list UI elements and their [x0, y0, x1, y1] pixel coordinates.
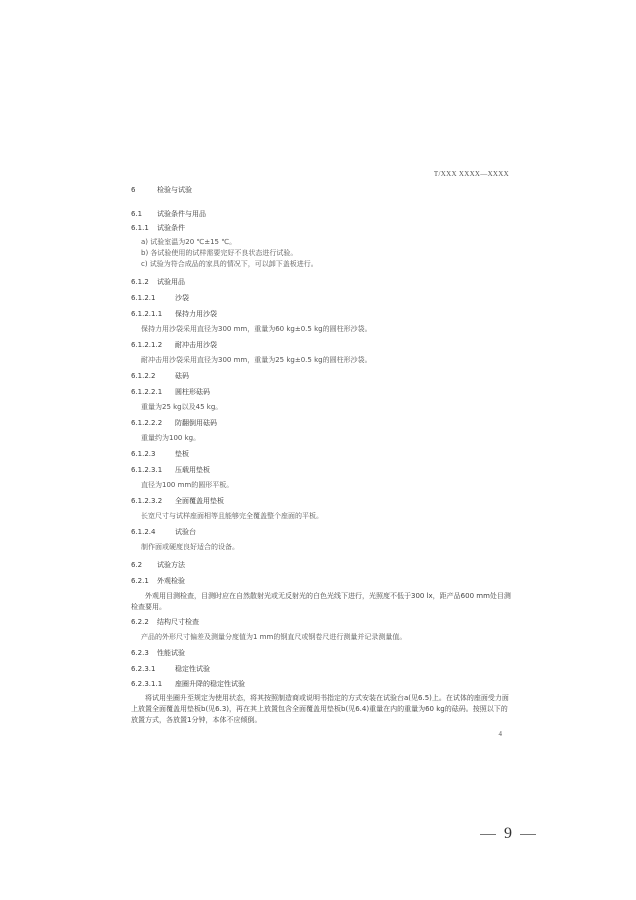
clause-title: 试验用品 [157, 278, 185, 286]
clause-heading [131, 649, 185, 658]
clause-number: 6.2.3.1.1 [131, 680, 163, 688]
clause-text: 制作面或硬度良好适合的设备。 [141, 543, 239, 551]
clause-heading [131, 310, 217, 319]
folio-dash-left [480, 834, 496, 835]
clause-number: 6.1.2.4 [131, 528, 156, 536]
clause-title: 性能试验 [157, 649, 185, 657]
paragraph-stability: 将试用坐圈升至规定为使用状态，将其按照制造商或说明书指定的方式安装在试验台a(见6.5)上。在试体的座面受力面上放置全面覆盖用垫板b(见6.3)，再在其上放置包含全面覆盖用垫板b(见6.4)重量在内的重量为60 kg的砝码。按照以下的放置方式，各放置1分钟，本体不应倾倒。 [131, 694, 509, 724]
clause-text: 产品的外形尺寸偏差及测量分度值为1 mm的钢直尺或钢卷尺进行测量并记录测量值。 [141, 633, 407, 641]
page-number-small: 4 [498, 730, 502, 738]
clause-heading [131, 294, 189, 303]
clause-heading [131, 186, 192, 195]
clause-heading [131, 680, 245, 689]
clause-number: 6.1.2.1.2 [131, 341, 163, 349]
clause-title: 外观检验 [157, 577, 185, 585]
clause-number: 6.1.2.2.2 [131, 419, 163, 427]
body-text-line [141, 325, 372, 334]
body-text-line [141, 633, 406, 642]
body-text-line [141, 403, 222, 412]
clause-heading [131, 224, 185, 233]
clause-number: 6.1.2.3.1 [131, 466, 163, 474]
clause-text: 耐冲击用沙袋采用直径为300 mm，重量为25 kg±0.5 kg的圆柱形沙袋。 [141, 356, 372, 364]
clause-text: 长宽尺寸与试样座面相等且能够完全覆盖整个座面的平板。 [141, 512, 323, 520]
folio-dash-right [520, 834, 536, 835]
clause-number: 6.1.2.2 [131, 372, 156, 380]
clause-title: 圆柱形砝码 [175, 388, 210, 396]
body-text-line [141, 512, 323, 521]
body-text-line [141, 238, 236, 247]
clause-number: 6.1.2.2.1 [131, 388, 163, 396]
body-text-line [141, 434, 200, 443]
clause-number: 6.1.2 [131, 278, 149, 286]
clause-heading [131, 341, 217, 350]
folio [480, 824, 560, 844]
paragraph-appearance: 外观用目测检查，目测时应在自然散射光或无反射光的白色光线下进行，光照度不低于300 lx，距产品600 mm处目测检查要用。 [131, 592, 511, 611]
clause-text: 重量为25 kg以及45 kg。 [141, 403, 223, 411]
body-text-line [141, 260, 318, 269]
clause-heading [131, 450, 189, 459]
clause-text: a) 试验室温为20 ℃±15 ℃。 [141, 238, 237, 246]
clause-text: c) 试验为符合成品的家具的情况下，可以卸下盖板进行。 [141, 260, 318, 268]
clause-number: 6.2.3 [131, 649, 149, 657]
clause-title: 垫板 [175, 450, 189, 458]
clause-title: 试验方法 [157, 561, 185, 569]
clause-title: 座圈升降的稳定性试验 [175, 680, 245, 688]
clause-title: 耐冲击用沙袋 [175, 341, 217, 349]
clause-title: 试验条件与用品 [157, 210, 206, 218]
body-text-line [141, 481, 233, 490]
clause-heading [131, 210, 206, 219]
clause-title: 沙袋 [175, 294, 189, 302]
clause-title: 稳定性试验 [175, 665, 210, 673]
body-text-line [141, 249, 297, 258]
clause-text: 保持力用沙袋采用直径为300 mm，重量为60 kg±0.5 kg的圆柱形沙袋。 [141, 325, 372, 333]
clause-heading [131, 577, 185, 586]
clause-heading [131, 665, 210, 674]
clause-number: 6.1.1 [131, 224, 149, 232]
clause-title: 压载用垫板 [175, 466, 210, 474]
clause-number: 6.1 [131, 210, 143, 218]
clause-number: 6.2.1 [131, 577, 149, 585]
clause-title: 试验条件 [157, 224, 185, 232]
clause-title: 全面覆盖用垫板 [175, 497, 224, 505]
standard-code: T/XXX XXXX—XXXX [433, 170, 509, 178]
body-text-line [141, 356, 372, 365]
clause-text: 直径为100 mm的圆形平板。 [141, 481, 234, 489]
clause-title: 砝码 [175, 372, 189, 380]
clause-number: 6.1.2.1.1 [131, 310, 163, 318]
clause-heading [131, 466, 210, 475]
clause-heading [131, 618, 199, 627]
clause-number: 6 [131, 186, 136, 194]
clause-text: 重量约为100 kg。 [141, 434, 201, 442]
clause-title: 试验台 [175, 528, 196, 536]
clause-number: 6.1.2.1 [131, 294, 156, 302]
clause-text: b) 各试验使用的试样需要完好不良状态进行试验。 [141, 249, 298, 257]
clause-heading [131, 419, 217, 428]
clause-title: 检验与试验 [157, 186, 192, 194]
clause-heading [131, 561, 185, 570]
clause-heading [131, 388, 210, 397]
body-text-line [141, 543, 239, 552]
clause-heading [131, 278, 185, 287]
clause-title: 保持力用沙袋 [175, 310, 217, 318]
clause-title: 结构尺寸检查 [157, 618, 199, 626]
folio-number: 9 [504, 825, 512, 842]
clause-heading [131, 372, 189, 381]
clause-number: 6.2 [131, 561, 143, 569]
clause-heading [131, 528, 196, 537]
clause-number: 6.2.2 [131, 618, 149, 626]
clause-heading [131, 497, 224, 506]
clause-number: 6.1.2.3 [131, 450, 156, 458]
clause-number: 6.1.2.3.2 [131, 497, 163, 505]
clause-title: 防翻倒用砝码 [175, 419, 217, 427]
clause-number: 6.2.3.1 [131, 665, 156, 673]
